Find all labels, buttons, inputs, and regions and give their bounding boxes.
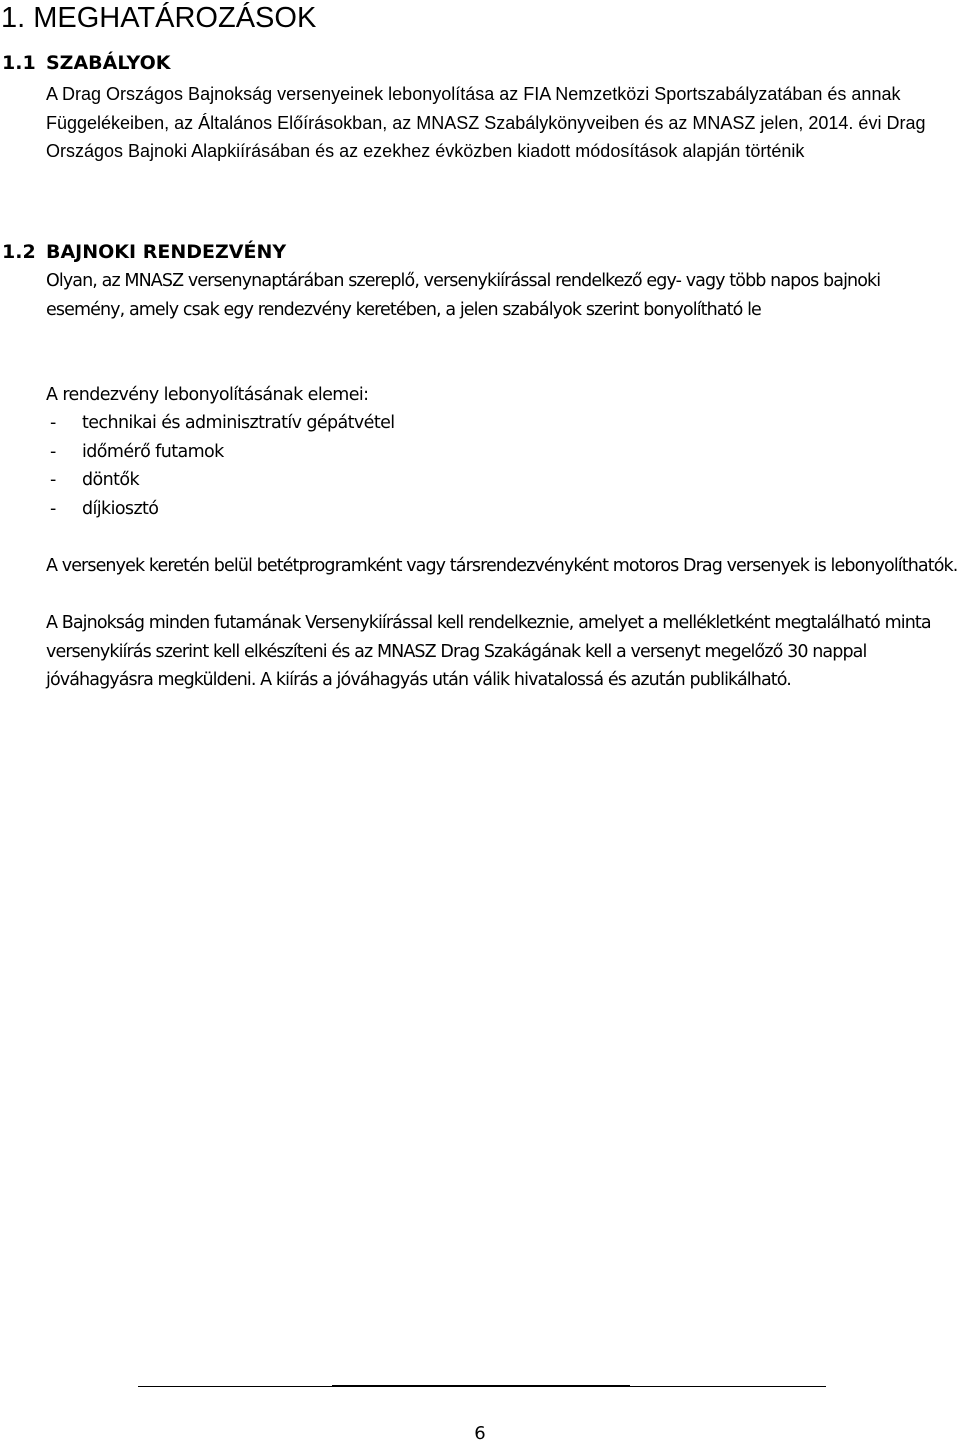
section-title: SZABÁLYOK bbox=[46, 52, 171, 74]
rules-paragraph: A Drag Országos Bajnokság versenyeinek lebonyolítása az FIA Nemzetközi Sportszabályzatában és annak Függelékeiben, az Általános Előírásokban, az MNASZ Szabálykönyveiben és az MNASZ jelen, 2014. évi Drag Országos Bajnoki Alapkiírásában és az ezekhez évközben kiadott módosítások alapján történik bbox=[46, 84, 926, 161]
event-definition-paragraph: Olyan, az MNASZ versenynaptárában szereplő, versenykiírással rendelkező egy- vagy több napos bajnoki esemény, amely csak egy rendezvény keretében, a jelen szabályok szerint bonyolítható le bbox=[46, 271, 881, 320]
section-number: 1.1 bbox=[2, 52, 36, 74]
section-heading-event bbox=[2, 238, 286, 266]
list-item: - technikai és adminisztratív gépátvétel bbox=[46, 409, 395, 438]
event-elements-list bbox=[46, 409, 395, 524]
race-announcement-paragraph: A Bajnokság minden futamának Versenykiírással kell rendelkeznie, amelyet a mellékletként megtalálható minta versenykiírás szerint kell elkészíteni és az MNASZ Drag Szakágának kell a versenyt megelőző 30 nappal jóváhagyásra megküldeni. A kiírás a jóváhagyás után válik hivatalossá és azután publikálható. bbox=[46, 613, 931, 691]
list-dash: - bbox=[50, 470, 56, 491]
list-dash: - bbox=[50, 499, 56, 520]
section-title: BAJNOKI RENDEZVÉNY bbox=[46, 241, 287, 263]
list-item: - díjkiosztó bbox=[46, 495, 395, 524]
list-dash: - bbox=[50, 413, 56, 433]
supporting-events-paragraph: A versenyek keretén belül betétprogramként vagy társrendezvényként motoros Drag versenyek is lebonyolíthatók. bbox=[46, 556, 958, 576]
page-title: 1. MEGHATÁROZÁSOK bbox=[1, 2, 317, 34]
list-item: - időmérő futamok bbox=[46, 438, 395, 467]
footer-rule-accent bbox=[332, 1385, 630, 1387]
list-item: - döntők bbox=[46, 466, 395, 495]
page-number: 6 bbox=[474, 1423, 486, 1444]
section-heading-rules bbox=[2, 49, 170, 77]
list-dash: - bbox=[50, 441, 56, 462]
event-elements-intro: A rendezvény lebonyolításának elemei: bbox=[46, 385, 369, 405]
section-number: 1.2 bbox=[2, 241, 36, 263]
